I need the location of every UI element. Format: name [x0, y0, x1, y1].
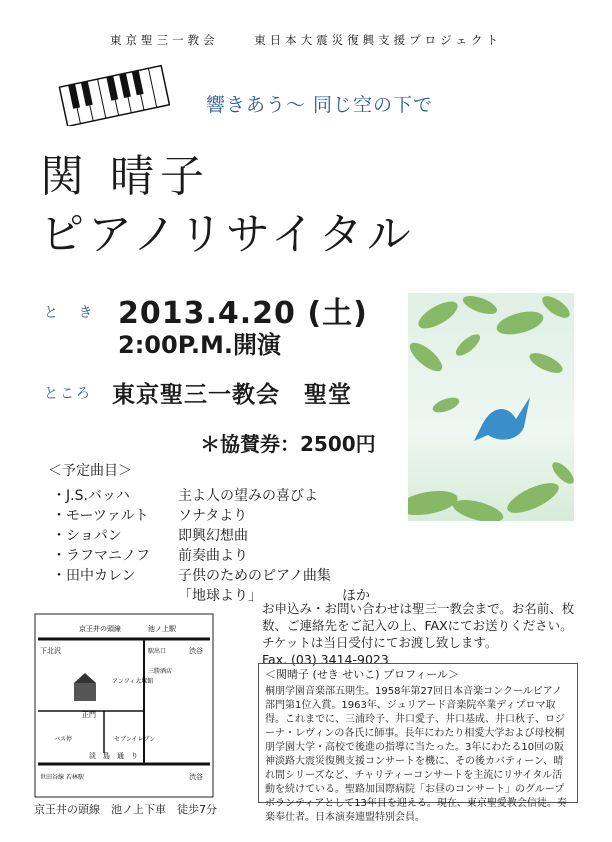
profile-heading: ＜関晴子 (せき せいこ) プロフィール＞ [265, 668, 459, 681]
composer: ・田中カレン [52, 568, 136, 584]
when-label: と き [44, 305, 101, 321]
piece: 子供のためのピアノ曲集 [178, 568, 331, 584]
leaves-bird-illustration [408, 293, 574, 521]
map-label: 下北沢 [40, 647, 61, 655]
event-venue: 東京聖三一教会 聖堂 [112, 382, 352, 408]
piece: ソナタより [178, 508, 248, 524]
map-label: 正門 [82, 711, 96, 719]
list-item [52, 525, 372, 545]
map-label: 世田谷線 若林駅 [40, 774, 84, 781]
composer: ・ラフマニノフ [52, 548, 150, 564]
map-label: 渋谷 [189, 647, 203, 655]
event-date: 2013.4.20 (土) [118, 296, 368, 331]
contact-fax: Fax. (03) 3414-9023 [262, 652, 389, 667]
etc-label: ほか [342, 588, 370, 604]
composer: ・モーツァルト [52, 508, 149, 524]
list-item [52, 565, 372, 585]
map-label: セブンイレブン [114, 736, 156, 743]
event-time: 2:00P.M.開演 [118, 331, 281, 359]
list-item [52, 545, 372, 565]
map-label: 三勝酒店 [148, 668, 173, 675]
header-project: 東日本大震災復興支援プロジェクト [254, 33, 502, 47]
profile-box [258, 663, 578, 823]
piece: 前奏曲より [178, 548, 248, 564]
header-org: 東京聖三一教会 [110, 33, 219, 47]
ticket-price: ＊協賛券：2500円 [200, 432, 376, 456]
program-list [52, 485, 372, 605]
recital-title: ピアノリサイタル [40, 209, 415, 260]
list-item [52, 505, 372, 525]
subtitle: 響きあう〜 同じ空の下で [206, 94, 434, 116]
composer: ・J.S.バッハ [52, 488, 130, 504]
map-label: 淡 島 通 り [89, 752, 138, 760]
performer-name: 関 晴子 [40, 151, 210, 202]
walking-directions: 京王井の頭線 池ノ上下車 徒歩7分 [34, 803, 217, 816]
map-label: 池ノ上駅 [148, 625, 176, 633]
map-label: 渋谷 [189, 773, 203, 781]
header [0, 32, 612, 48]
map-label: 京王井の頭線 [79, 625, 121, 633]
access-map [34, 613, 214, 798]
map-label: アンフィ大塚館 [112, 678, 154, 685]
program-heading: ＜予定曲目＞ [48, 463, 132, 479]
list-item [52, 485, 372, 505]
piece: 「地球より」 [178, 588, 262, 604]
church-icon [74, 683, 96, 701]
piano-keyboard-icon [58, 62, 170, 126]
contact-info [262, 600, 582, 668]
map-label: バス停 [54, 736, 73, 743]
profile-text: 桐朋学園音楽部五期生。1958年第27回日本音楽コンクールピアノ部門第1位入賞。1963年、ジュリアード音楽院卒業ディプロマ取得。これまでに、三浦玲子、井口愛子、井口基成、井口秋子、ロジーナ・レヴィンの各氏に師事。長年にわたり相愛大学および母校桐朋学園大学・高校で後進の指導に当たった。3年にわたる10回の阪神淡路大震災復興支援コンサートを機に、その後カバティーン、晴れ間シリーズなど、チャリティーコンサートを主流にリサイタル活動を続けている。聖路加国際病院「お昼のコンサート」のグループボランティアとして13年目を迎える。現在、東京聖愛教会信徒。奏楽奉仕者。日本演奏連盟特別会員。 [265, 686, 567, 823]
map-label: 駅出口 [148, 648, 167, 655]
piece: 主よ人の望みの喜びよ [178, 488, 318, 504]
composer: ・ショパン [52, 528, 122, 544]
contact-text: お申込み・お問い合わせは聖三一教会まで。お名前、枚数、ご連絡先をご記入の上、FAXにてお送りください。チケットは当日受付にてお渡し致します。 [262, 601, 575, 650]
where-label: ところ [44, 386, 92, 402]
piece: 即興幻想曲 [178, 528, 248, 544]
